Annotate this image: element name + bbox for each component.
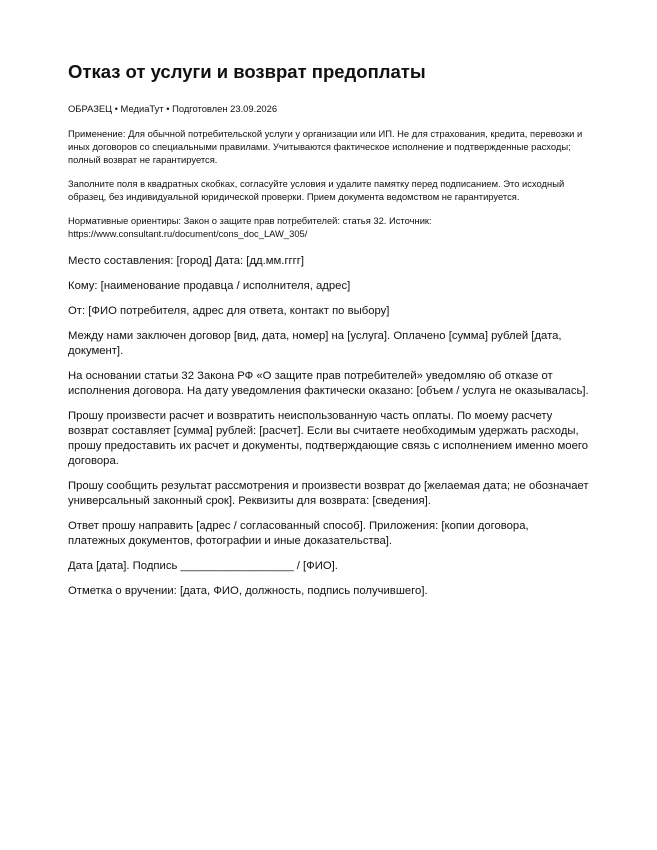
document-meta: ОБРАЗЕЦ • МедиаТут • Подготовлен 23.09.2026: [68, 103, 278, 114]
references-note: Нормативные ориентиры: Закон о защите прав потребителей: статья 32. Источник: https://www.consultant.ru/document/cons_doc_LAW_305/: [68, 215, 432, 239]
document-title: Отказ от услуги и возврат предоплаты: [68, 61, 426, 82]
application-note: Применение: Для обычной потребительской услуги у организации или ИП. Не для страхования, кредита, перевозки и иных договоров со специальными правилами. Учитываются фактическое исполнение и подтвержденные расходы; полный возврат не гарантируется.: [68, 128, 583, 165]
basis-paragraph: На основании статьи 32 Закона РФ «О защите прав потребителей» уведомляю об отказе от исполнения договора. На дату уведомления фактически оказано: [объем / услуга не оказывалась].: [68, 370, 589, 397]
request-paragraph: Прошу произвести расчет и возвратить неиспользованную часть оплаты. По моему расчету возврат составляет [сумма] рублей: [расчет]. Если вы считаете необходимым удержать расходы, прошу предоставить их расчет и документы, подтверждающие связь с исполнением именно моего договора.: [68, 410, 589, 467]
signature-line: Дата [дата]. Подпись __________________ / [ФИО].: [68, 560, 338, 572]
contract-paragraph: Между нами заключен договор [вид, дата, номер] на [услуга]. Оплачено [сумма] рублей [дата, документ].: [68, 330, 562, 357]
recipient-line: Кому: [наименование продавца / исполнителя, адрес]: [68, 280, 351, 292]
receipt-line: Отметка о вручении: [дата, ФИО, должность, подпись получившего].: [68, 585, 428, 597]
deadline-paragraph: Прошу сообщить результат рассмотрения и произвести возврат до [желаемая дата; не обозначает универсальный законный срок]. Реквизиты для возврата: [сведения].: [68, 480, 589, 507]
instruction-note: Заполните поля в квадратных скобках, согласуйте условия и удалите памятку перед подписанием. Это исходный образец, без индивидуальной юридической проверки. Прием документа ведомством не гарантируется.: [68, 178, 565, 202]
sender-line: От: [ФИО потребителя, адрес для ответа, контакт по выбору]: [68, 305, 390, 317]
place-date-line: Место составления: [город] Дата: [дд.мм.гггг]: [68, 255, 305, 267]
reply-paragraph: Ответ прошу направить [адрес / согласованный способ]. Приложения: [копии договора, платежных документов, фотографии и иные доказательства].: [68, 520, 529, 547]
